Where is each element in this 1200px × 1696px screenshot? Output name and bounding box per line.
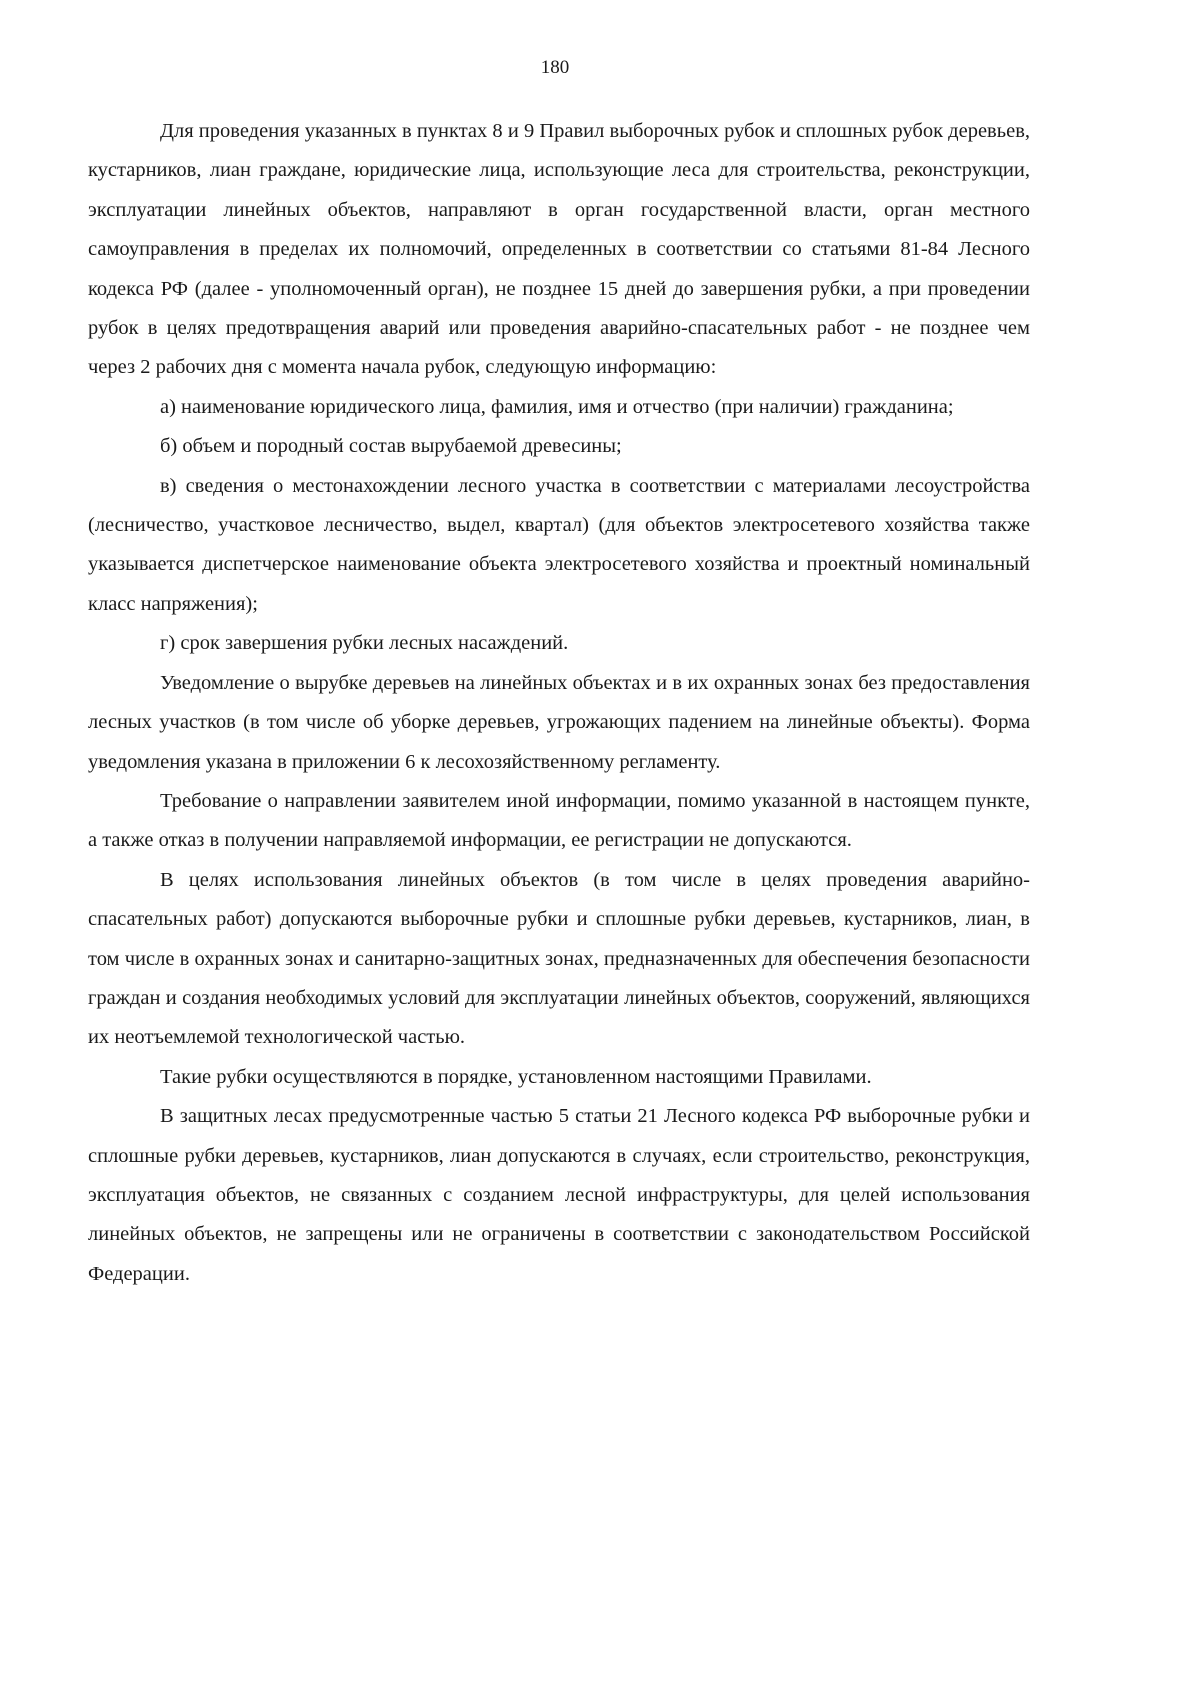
paragraph-additional-info-prohibition: Требование о направлении заявителем иной информации, помимо указанной в настоящем пункте, а также отказ в получении направляемой информации, ее регистрации не допускаются. (88, 789, 1030, 852)
list-item-b-timber-volume: б) объем и породный состав вырубаемой древесины; (160, 435, 622, 458)
paragraph-linear-objects-felling: В целях использования линейных объектов (в том числе в целях проведения аварийно-спасательных работ) допускаются выборочные рубки и сплошные рубки деревьев, кустарников, лиан, в том числе в охранных зонах и санитарно-защитных зонах, предназначенных для обеспечения безопасности граждан и создания необходимых условий для эксплуатации линейных объектов, сооружений, являющихся их неотъемлемой технологической частью. (88, 868, 1030, 1049)
paragraph-notification-form: Уведомление о вырубке деревьев на линейных объектах и в их охранных зонах без предоставления лесных участков (в том числе об уборке деревьев, угрожающих падением на линейные объекты). Форма уведомления указана в приложении 6 к лесохозяйственному регламенту. (88, 671, 1030, 773)
list-item-d-completion-date: г) срок завершения рубки лесных насаждений. (160, 632, 569, 655)
paragraph-protective-forests: В защитных лесах предусмотренные частью 5 статьи 21 Лесного кодекса РФ выборочные рубки и сплошные рубки деревьев, кустарников, лиан допускаются в случаях, если строительство, реконструкция, эксплуатация объектов, не связанных с созданием лесной инфраструктуры, для целей использования линейных объектов, не запрещены или не ограничены в соответствии с законодательством Российской Федерации. (88, 1105, 1030, 1285)
document-body (88, 112, 1030, 1294)
paragraph-felling-procedure: Такие рубки осуществляются в порядке, установленном настоящими Правилами. (160, 1065, 872, 1088)
list-item-c-plot-location: в) сведения о местонахождении лесного участка в соответствии с материалами лесоустройства (лесничество, участковое лесничество, выдел, квартал) (для объектов электросетевого хозяйства также указывается диспетчерское наименование объекта электросетевого хозяйства и проектный номинальный класс напряжения); (88, 474, 1030, 615)
paragraph-submission-requirements: Для проведения указанных в пунктах 8 и 9 Правил выборочных рубок и сплошных рубок деревьев, кустарников, лиан граждане, юридические лица, использующие леса для строительства, реконструкции, эксплуатации линейных объектов, направляют в орган государственной власти, орган местного самоуправления в пределах их полномочий, определенных в соответствии со статьями 81-84 Лесного кодекса РФ (далее - уполномоченный орган), не позднее 15 дней до завершения рубки, а при проведении рубок в целях предотвращения аварий или проведения аварийно-спасательных работ - не позднее чем через 2 рабочих дня с момента начала рубок, следующую информацию: (88, 120, 1030, 379)
page-number: 180 (540, 57, 570, 78)
list-item-a-applicant-name: а) наименование юридического лица, фамилия, имя и отчество (при наличии) гражданина; (160, 395, 954, 418)
